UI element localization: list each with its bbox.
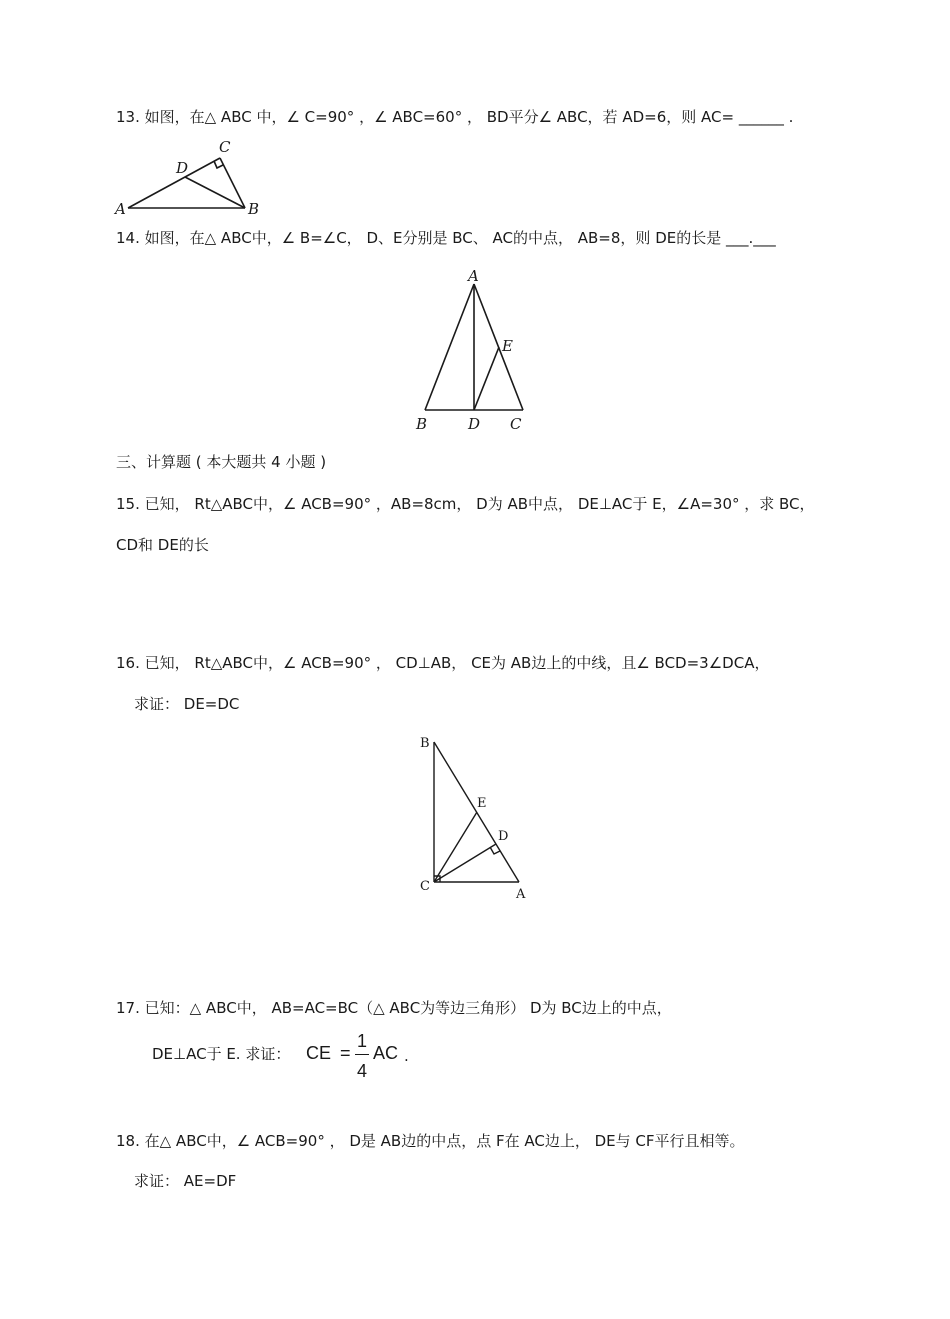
q15-line2: CD和 DE的长 [116,536,209,554]
section-heading: 三、计算题 ( 本大题共 4 小题 ) [116,453,327,471]
q14-label-e: E [502,337,513,355]
q18-line1: 18. 在△ ABC中，∠ ACB=90° ， D是 AB边的中点，点 F在 AC边上， DE与 CF平行且相等。 [116,1132,745,1150]
q16-label-a: A [516,887,526,902]
q16-figure [412,730,537,908]
q16-line1: 16. 已知， Rt△ABC中，∠ ACB=90° ， CD⊥AB， CE为 AB边上的中线，且∠ BCD=3∠DCA， [116,654,770,672]
q14-figure [410,262,540,440]
q16-label-c: C [420,879,430,894]
q13-label-d: D [176,159,189,177]
q17-fraction-bar [355,1054,369,1055]
q17-formula-end: . [404,1047,409,1065]
q17-formula-rhs: AC [373,1043,399,1063]
q16-label-d: D [498,829,509,844]
q17-line1: 17. 已知：△ ABC中， AB=AC=BC（△ ABC为等边三角形） D为 BC边上的中点， [116,999,672,1017]
q16-label-e: E [477,796,487,811]
q14-text: 14. 如图，在△ ABC中，∠ B=∠C， D、E分别是 BC、 AC的中点， AB=8，则 DE的长是 ___.___ [116,229,776,247]
q13-label-c: C [219,138,231,156]
q17-formula-lhs: CE [306,1043,332,1063]
q14-label-c: C [510,415,522,433]
q13-label-a: A [115,200,126,218]
q17-formula-eq: = [340,1043,351,1063]
q13-text: 13. 如图，在△ ABC 中，∠ C=90° ，∠ ABC=60° ， BD平分∠ ABC，若 AD=6，则 AC= ______ . [116,108,794,126]
q16-label-b: B [420,736,430,751]
q17-line2: DE⊥AC于 E. 求证： [152,1045,291,1063]
q17-formula-numerator: 1 [357,1031,368,1051]
q13-figure [110,134,270,220]
q14-label-a: A [468,267,479,285]
q14-label-b: B [416,415,428,433]
q13-label-b: B [248,200,260,218]
q15-line1: 15. 已知， Rt△ABC中，∠ ACB=90° ，AB=8cm， D为 AB中点， DE⊥AC于 E，∠A=30° ，求 BC， [116,495,815,513]
q17-formula-denominator: 4 [357,1061,368,1081]
q18-line2: 求证： AE=DF [134,1172,237,1190]
q16-line2: 求证： DE=DC [134,695,240,713]
q14-label-d: D [468,415,481,433]
